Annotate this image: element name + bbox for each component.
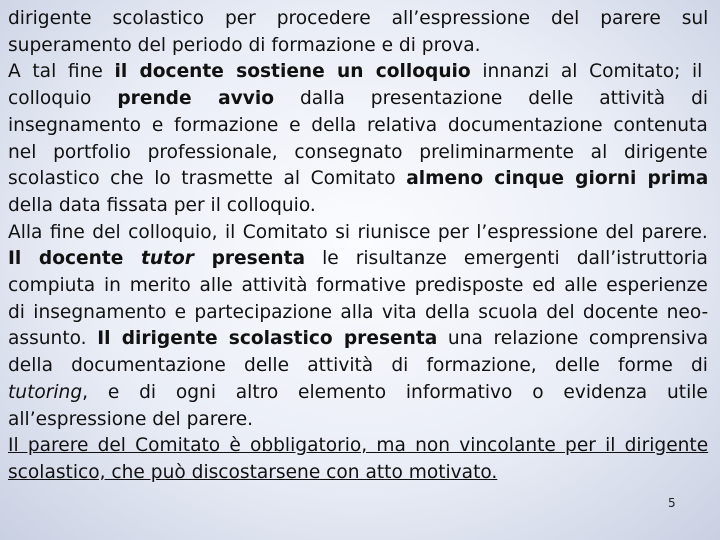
text-line (8, 140, 708, 167)
text-line (8, 193, 708, 220)
text-line (8, 353, 708, 380)
text-line (8, 59, 708, 86)
text-line (8, 33, 708, 60)
text-line (8, 166, 708, 193)
text-segment: Il docente (8, 248, 141, 270)
text-segment: all’espressione del parere. (8, 408, 254, 430)
text-line (8, 380, 708, 407)
text-segment: Il dirigente scolastico presenta (97, 328, 438, 350)
text-segment: almeno cinque giorni prima (406, 168, 709, 190)
text-segment: innanzi al Comitato; il (470, 61, 703, 83)
text-segment: le risultanze emergenti dall’istruttoria (305, 248, 708, 270)
text-segment: Il parere del Comitato è obbligatorio, ma non vincolante per il dirigente (8, 435, 709, 457)
text-segment: una relazione comprensiva (437, 328, 709, 350)
text-segment: Alla fine del colloquio, il Comitato si riunisce per l’espressione del parere. (8, 221, 708, 243)
text-segment: dirigente scolastico per procedere all’espressione del parere sul (8, 8, 709, 29)
text-segment: presenta (193, 248, 306, 270)
text-line (8, 407, 708, 434)
text-line (8, 6, 708, 33)
text-segment: A tal fine (8, 61, 115, 83)
text-segment: della documentazione delle attività di formazione, delle forme di (8, 355, 708, 377)
text-line (8, 220, 708, 247)
text-line (8, 460, 708, 487)
text-segment: nel portfolio professionale, consegnato preliminarmente al dirigente (8, 141, 708, 163)
text-segment: della data fissata per il colloquio. (8, 194, 316, 216)
text-line (8, 246, 708, 273)
text-line (8, 86, 708, 113)
text-segment: prende avvio (117, 88, 275, 110)
text-segment: dalla presentazione delle attività di (274, 88, 709, 110)
page-number: 5 (668, 496, 676, 510)
text-segment: insegnamento e formazione e della relativa documentazione contenuta (8, 114, 708, 136)
text-line (8, 273, 708, 300)
text-segment: assunto. (8, 328, 98, 350)
text-segment: di insegnamento e partecipazione alla vita della scuola del docente neo- (8, 301, 709, 323)
text-line (8, 113, 708, 140)
text-segment: tutor (140, 248, 194, 270)
text-segment: , e di ogni altro elemento informativo o evidenza utile (82, 381, 708, 403)
text-segment: scolastico che lo trasmette al Comitato (8, 168, 407, 190)
text-segment: il docente sostiene un colloquio (114, 61, 471, 83)
text-segment: tutoring (8, 381, 83, 403)
slide-body (8, 6, 708, 536)
text-line (8, 326, 708, 353)
body-text (8, 6, 708, 487)
text-segment: colloquio (8, 88, 118, 110)
text-segment: superamento del periodo di formazione e di prova. (8, 34, 481, 56)
text-line (8, 300, 708, 327)
text-segment: scolastico, che può discostarsene con atto motivato. (8, 461, 498, 483)
text-line (8, 433, 708, 460)
text-segment: compiuta in merito alle attività formative predisposte ed alle esperienze (8, 275, 708, 297)
